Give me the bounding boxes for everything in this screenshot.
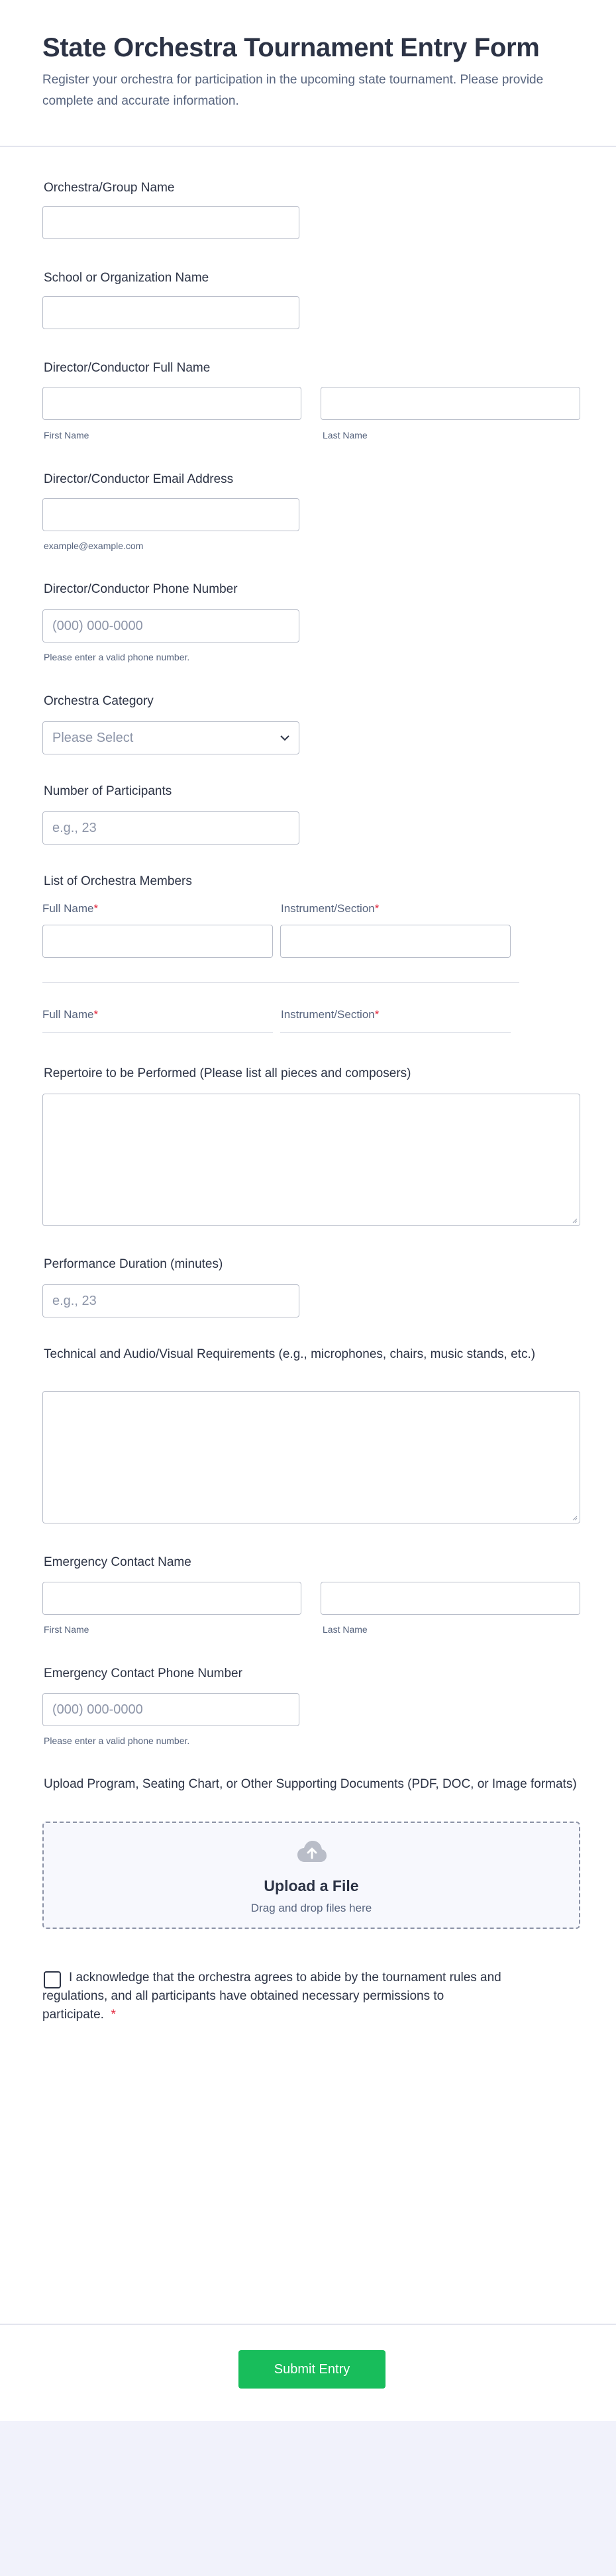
member-name-input[interactable] (42, 925, 273, 958)
orchestra-name-input[interactable] (42, 206, 299, 239)
technical-textarea[interactable] (42, 1391, 580, 1523)
director-first-name-input[interactable] (42, 387, 301, 420)
emergency-first-name-sublabel: First Name (44, 1624, 89, 1635)
director-last-name-sublabel: Last Name (323, 430, 368, 440)
participants-input[interactable]: e.g., 23 (42, 811, 299, 845)
emergency-phone-sublabel: Please enter a valid phone number. (44, 1735, 190, 1746)
members-label: List of Orchestra Members (44, 874, 192, 888)
director-first-name-sublabel: First Name (44, 430, 89, 440)
emergency-last-name-input[interactable] (321, 1582, 580, 1615)
upload-title: Upload a File (264, 1877, 359, 1894)
resize-handle-icon[interactable] (572, 1516, 578, 1521)
category-select[interactable] (42, 721, 299, 754)
emergency-name-label: Emergency Contact Name (44, 1555, 191, 1569)
director-email-input[interactable] (42, 498, 299, 531)
director-email-label: Director/Conductor Email Address (44, 472, 234, 486)
member-instrument-input[interactable] (280, 925, 511, 958)
page-title: State Orchestra Tournament Entry Form (42, 33, 540, 62)
school-name-input[interactable] (42, 296, 299, 329)
members-row-line-instrument (280, 1032, 511, 1033)
upload-dropzone[interactable] (42, 1822, 580, 1929)
acknowledgement-text: I acknowledge that the orchestra agrees to abide by the tournament rules and regulations, and all participants have obtained necessary permissions to participate. * (42, 1971, 501, 2022)
school-name-label: School or Organization Name (44, 271, 209, 285)
cloud-upload-icon (297, 1840, 327, 1863)
submit-button[interactable]: Submit Entry (238, 2350, 385, 2389)
orchestra-name-label: Orchestra/Group Name (44, 181, 175, 195)
upload-subtitle: Drag and drop files here (250, 1902, 372, 1914)
director-phone-input[interactable]: (000) 000-0000 (42, 609, 299, 643)
repertoire-textarea[interactable] (42, 1094, 580, 1226)
technical-label: Technical and Audio/Visual Requirements (e.g., microphones, chairs, music stands, etc.) (44, 1347, 536, 1361)
chevron-down-icon (280, 735, 289, 741)
form-footer (0, 2324, 616, 2421)
duration-label: Performance Duration (minutes) (44, 1257, 223, 1271)
duration-input[interactable]: e.g., 23 (42, 1284, 299, 1317)
members-col-name-2: Full Name* (42, 1008, 99, 1021)
category-label: Orchestra Category (44, 694, 154, 708)
resize-handle-icon[interactable] (572, 1218, 578, 1223)
members-divider (42, 982, 519, 983)
emergency-first-name-input[interactable] (42, 1582, 301, 1615)
director-email-sublabel: example@example.com (44, 541, 144, 551)
emergency-last-name-sublabel: Last Name (323, 1624, 368, 1635)
director-phone-sublabel: Please enter a valid phone number. (44, 652, 190, 662)
page-subtitle: Register your orchestra for participation in the upcoming state tournament. Please provide complete and accurate information. (42, 73, 544, 108)
director-last-name-input[interactable] (321, 387, 580, 420)
members-row-line-name (42, 1032, 273, 1033)
members-col-instrument-1: Instrument/Section* (281, 902, 380, 915)
category-select-value: Please Select (52, 730, 134, 745)
repertoire-label: Repertoire to be Performed (Please list all pieces and composers) (44, 1066, 411, 1080)
emergency-phone-label: Emergency Contact Phone Number (44, 1667, 242, 1680)
upload-label: Upload Program, Seating Chart, or Other Supporting Documents (PDF, DOC, or Image formats) (44, 1777, 577, 1791)
required-mark: * (111, 2008, 116, 2022)
form-header (0, 0, 616, 147)
members-col-name-1: Full Name* (42, 902, 99, 915)
emergency-phone-input[interactable]: (000) 000-0000 (42, 1693, 299, 1726)
director-phone-label: Director/Conductor Phone Number (44, 582, 238, 596)
members-col-instrument-2: Instrument/Section* (281, 1008, 380, 1021)
participants-label: Number of Participants (44, 784, 172, 798)
director-name-label: Director/Conductor Full Name (44, 361, 211, 375)
